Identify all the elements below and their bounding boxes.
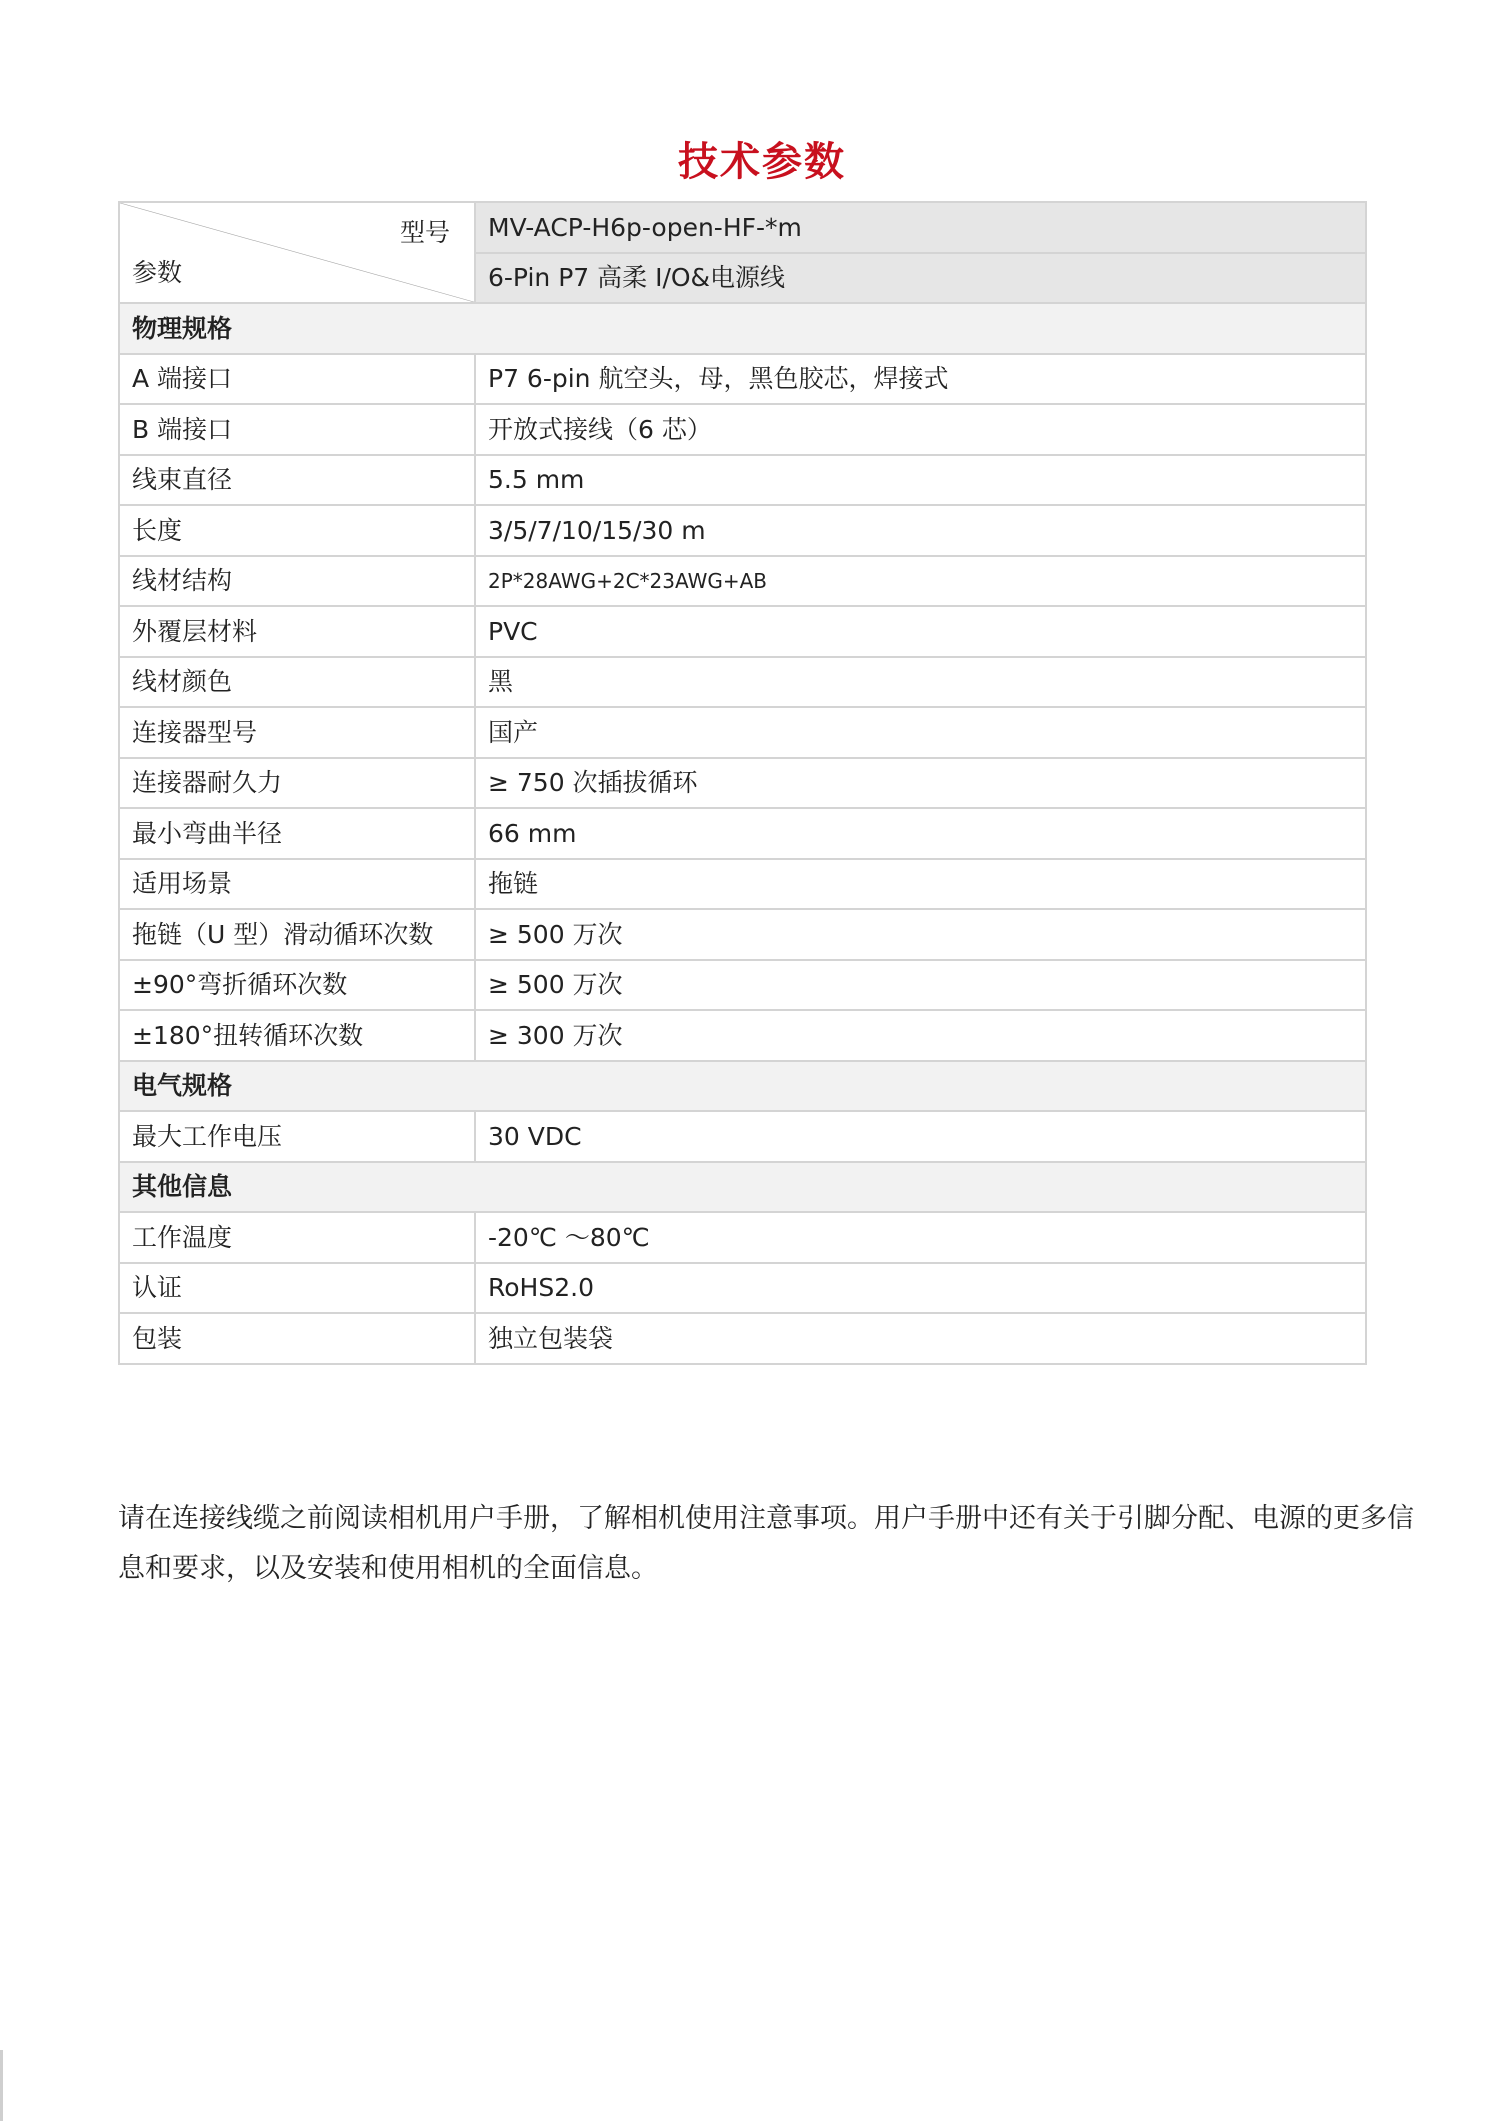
table-row [119,808,1366,859]
param-label: 适用场景 [119,859,475,910]
model-header-label: 型号 [399,218,450,247]
table-row [119,707,1366,758]
param-value: 3/5/7/10/15/30 m [475,505,1366,556]
table-row [119,960,1366,1011]
param-label: 拖链（U 型）滑动循环次数 [119,909,475,960]
section-title: 物理规格 [119,303,1366,354]
param-value: ≥ 500 万次 [475,960,1366,1011]
param-value: RoHS2.0 [475,1263,1366,1314]
table-row [119,859,1366,910]
model-description: 6-Pin P7 高柔 I/O&电源线 [475,253,1366,304]
table-row [119,1111,1366,1162]
page-edge-mark [0,2050,3,2121]
section-header [119,1061,1366,1112]
header-row-model [119,202,1366,253]
diagonal-header-cell [119,202,475,303]
usage-note: 请在连接线缆之前阅读相机用户手册，了解相机使用注意事项。用户手册中还有关于引脚分配、电源的更多信息和要求，以及安装和使用相机的全面信息。 [118,1503,1414,1584]
param-label: A 端接口 [119,354,475,405]
param-value: 黑 [475,657,1366,708]
table-row [119,606,1366,657]
param-header-label: 参数 [132,257,183,287]
param-value: 5.5 mm [475,455,1366,506]
section-header [119,303,1366,354]
param-value: 拖链 [475,859,1366,910]
table-row [119,1313,1366,1364]
table-row [119,505,1366,556]
table-row [119,657,1366,708]
param-value: -20℃ ～80℃ [475,1212,1366,1263]
table-row [119,758,1366,809]
param-value: PVC [475,606,1366,657]
spec-table [118,201,1367,1365]
param-label: 长度 [119,505,475,556]
model-value: MV-ACP-H6p-open-HF-*m [475,202,1366,253]
param-label: 线束直径 [119,455,475,506]
table-row [119,909,1366,960]
param-value: 2P*28AWG+2C*23AWG+AB [475,556,1366,607]
section-title: 其他信息 [119,1162,1366,1213]
param-value: 国产 [475,707,1366,758]
table-row [119,404,1366,455]
param-label: 最大工作电压 [119,1111,475,1162]
table-row [119,354,1366,405]
param-value: 独立包装袋 [475,1313,1366,1364]
section-title: 电气规格 [119,1061,1366,1112]
param-value: ≥ 300 万次 [475,1010,1366,1061]
table-row [119,1212,1366,1263]
param-label: B 端接口 [119,404,475,455]
param-value: ≥ 500 万次 [475,909,1366,960]
param-label: 连接器型号 [119,707,475,758]
table-row [119,455,1366,506]
table-row [119,556,1366,607]
table-row [119,1010,1366,1061]
param-label: ±180°扭转循环次数 [119,1010,475,1061]
param-value: 66 mm [475,808,1366,859]
param-label: 连接器耐久力 [119,758,475,809]
param-value: P7 6-pin 航空头，母，黑色胶芯，焊接式 [475,354,1366,405]
param-label: 线材结构 [119,556,475,607]
param-value: 30 VDC [475,1111,1366,1162]
param-label: 最小弯曲半径 [119,808,475,859]
param-label: 认证 [119,1263,475,1314]
param-label: 外覆层材料 [119,606,475,657]
param-value: 开放式接线（6 芯） [475,404,1366,455]
table-row [119,1263,1366,1314]
section-header [119,1162,1366,1213]
page-title: 技术参数 [678,139,846,185]
param-label: 包装 [119,1313,475,1364]
param-label: 线材颜色 [119,657,475,708]
param-label: ±90°弯折循环次数 [119,960,475,1011]
param-value: ≥ 750 次插拔循环 [475,758,1366,809]
param-label: 工作温度 [119,1212,475,1263]
